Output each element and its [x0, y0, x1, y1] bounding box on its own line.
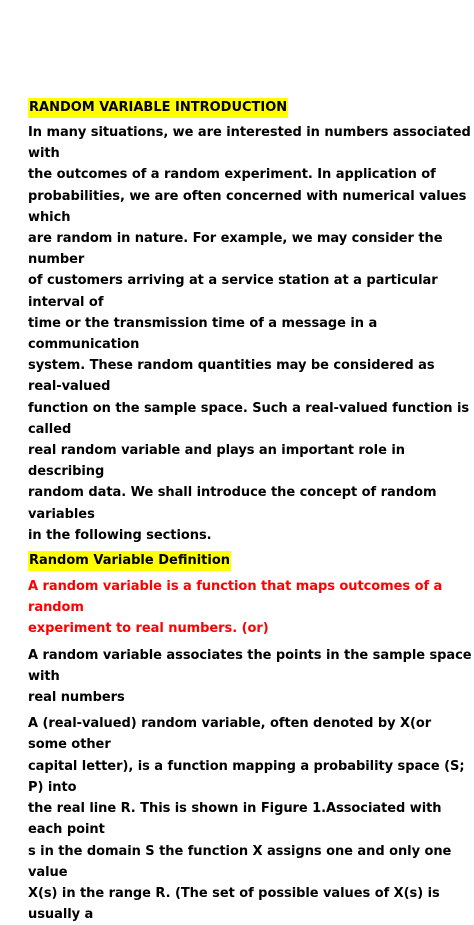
document-page [28, 96, 472, 925]
definition-detail-paragraph: A (real-valued) random variable, often denoted by X(or some other capital letter), is a function mapping a probability space (S; P) into the real line R. This is shown in Figure 1.Associated with each point s in the domain S the function X assigns one and only one value X(s) in the range R. (The set of possible values of X(s) is usually a [28, 716, 465, 923]
definition-heading: Random Variable Definition [28, 551, 231, 571]
definition-red-paragraph: A random variable is a function that maps outcomes of a random experiment to real numbers. (or) [28, 579, 443, 637]
intro-heading: RANDOM VARIABLE INTRODUCTION [28, 98, 288, 118]
definition-alt-paragraph: A random variable associates the points in the sample space with real numbers [28, 647, 472, 706]
intro-paragraph: In many situations, we are interested in numbers associated with the outcomes of a random experiment. In application of probabilities, we are often concerned with numerical values which are random in nature. For example, we may consider the number of customers arriving at a service station at a particular interval of time or the transmission time of a message in a communication system. These random quantities may be considered as real-valued function on the sample space. Such a real-valued function is called real random variable and plays an important role in describing random data. We shall introduce the concept of random variables in the following sections. [28, 125, 471, 543]
